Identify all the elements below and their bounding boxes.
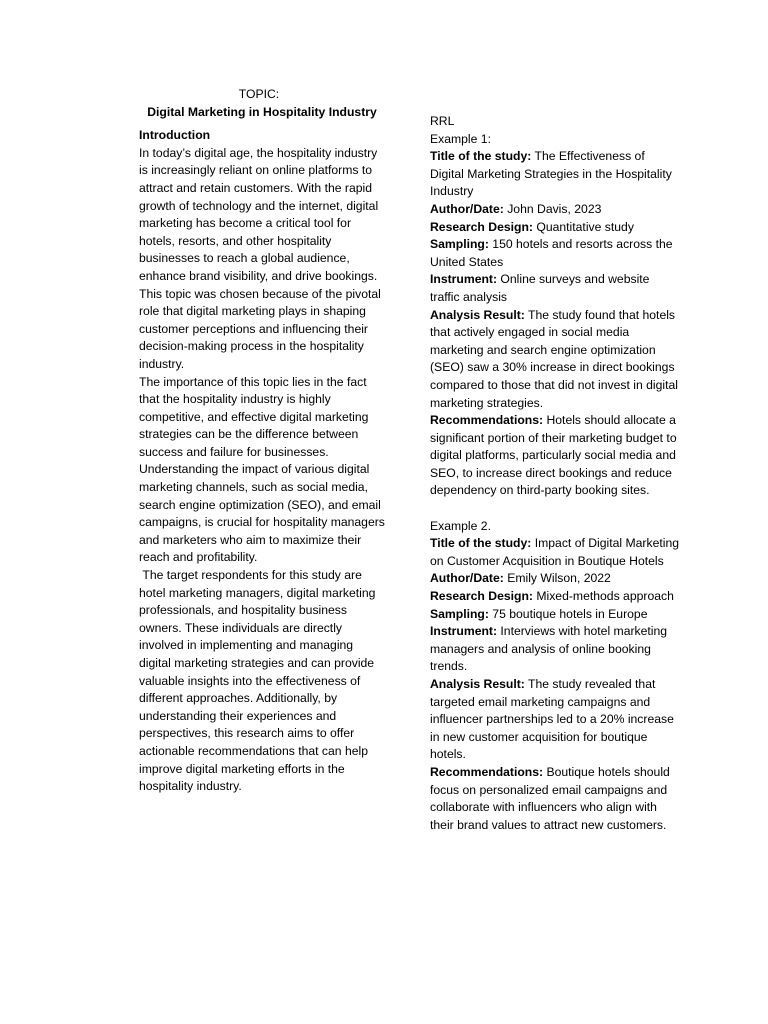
example-field-title	[430, 535, 680, 570]
example-field-design	[430, 588, 680, 606]
field-key: Recommendations:	[430, 764, 544, 779]
example-field-analysis	[430, 307, 680, 413]
topic-title: Digital Marketing in Hospitality Industry	[147, 104, 377, 119]
rrl-example-2	[430, 518, 680, 835]
field-value: Mixed-methods approach	[532, 589, 674, 604]
field-value: 75 boutique hotels in Europe	[488, 606, 648, 621]
field-value: Emily Wilson, 2022	[503, 571, 611, 586]
example-label: Example 1:	[430, 131, 491, 146]
field-value: Hotels should allocate a significant portion of their marketing budget to digital platforms, particularly social media and SEO, to increase direct bookings and reduce dependency on third-party booking sites.	[430, 413, 677, 498]
field-key: Author/Date:	[430, 201, 504, 216]
field-value: John Davis, 2023	[503, 201, 602, 216]
field-value: Online surveys and website traffic analysis	[430, 272, 650, 304]
field-key: Title of the study:	[430, 536, 532, 551]
field-value: Impact of Digital Marketing on Customer Acquisition in Boutique Hotels	[430, 536, 680, 568]
example-field-instrument	[430, 271, 680, 306]
introduction-paragraph-2: The importance of this topic lies in the fact that the hospitality industry is highly competitive, and effective digital marketing strategies can be the difference between success and failure for businesses. Understanding the impact of various digital marketing channels, such as social media, search engine optimization (SEO), and email campaigns, is crucial for hospitality managers and marketers who aim to maximize their reach and profitability.	[139, 374, 385, 565]
example-field-analysis	[430, 676, 680, 764]
field-value: 150 hotels and resorts across the United States	[430, 237, 673, 269]
field-key: Recommendations:	[430, 413, 544, 428]
field-key: Sampling:	[430, 606, 489, 621]
introduction-heading: Introduction	[139, 128, 211, 143]
field-key: Instrument:	[430, 272, 498, 287]
example-field-instrument	[430, 623, 680, 676]
introduction-paragraph-3: The target respondents for this study are hotel marketing managers, digital marketing professionals, and hospitality business owners. These individuals are directly involved in implementing and managing digital marketing strategies and can provide valuable insights into the effectiveness of different approaches. Additionally, by understanding their experiences and perspectives, this research aims to offer actionable recommendations that can help improve digital marketing efforts in the hospitality industry.	[139, 568, 379, 794]
left-column	[139, 86, 387, 796]
field-key: Analysis Result:	[430, 677, 525, 691]
field-key: Analysis Result:	[430, 307, 525, 322]
field-value: Boutique hotels should focus on personalized email campaigns and collaborate with influencers who align with their brand values to attract new customers.	[430, 764, 670, 832]
field-key: Research Design:	[430, 219, 533, 234]
example-label: Example 2.	[430, 518, 491, 533]
field-key: Research Design:	[430, 589, 533, 604]
right-column	[430, 113, 680, 834]
field-value: The study found that hotels that actively engaged in social media marketing and search engine optimization (SEO) saw a 30% increase in direct bookings compared to those that did not invest in digital marketing strategies.	[430, 307, 678, 410]
rrl-example-1	[430, 131, 680, 500]
introduction-paragraph-1: In today’s digital age, the hospitality industry is increasingly reliant on online platforms to attract and retain customers. With the rapid growth of technology and the internet, digital marketing has become a critical tool for hotels, resorts, and other hospitality businesses to reach a global audience, enhance brand visibility, and drive bookings. This topic was chosen because of the pivotal role that digital marketing plays in shaping customer perceptions and influencing their decision-making process in the hospitality industry.	[139, 145, 381, 371]
example-field-author	[430, 201, 680, 219]
example-field-recommendations	[430, 412, 680, 500]
field-key: Sampling:	[430, 237, 489, 252]
topic-label: TOPIC:	[238, 87, 280, 101]
field-key: Title of the study:	[430, 149, 532, 164]
field-value: The Effectiveness of Digital Marketing Strategies in the Hospitality Industry	[430, 149, 672, 199]
rrl-heading: RRL	[430, 114, 455, 128]
example-separator	[430, 500, 680, 518]
example-field-sampling	[430, 606, 680, 624]
field-value: The study revealed that targeted email marketing campaigns and influencer partnerships led to a 20% increase in new customer acquisition for boutique hotels.	[430, 677, 674, 762]
example-field-recommendations	[430, 764, 680, 834]
field-value: Quantitative study	[532, 219, 634, 234]
example-field-sampling	[430, 236, 680, 271]
field-key: Instrument:	[430, 624, 498, 639]
example-field-author	[430, 570, 680, 588]
field-value: Interviews with hotel marketing managers and analysis of online booking trends.	[430, 624, 668, 674]
example-field-design	[430, 219, 680, 237]
example-field-title	[430, 148, 680, 201]
field-key: Author/Date:	[430, 571, 504, 586]
